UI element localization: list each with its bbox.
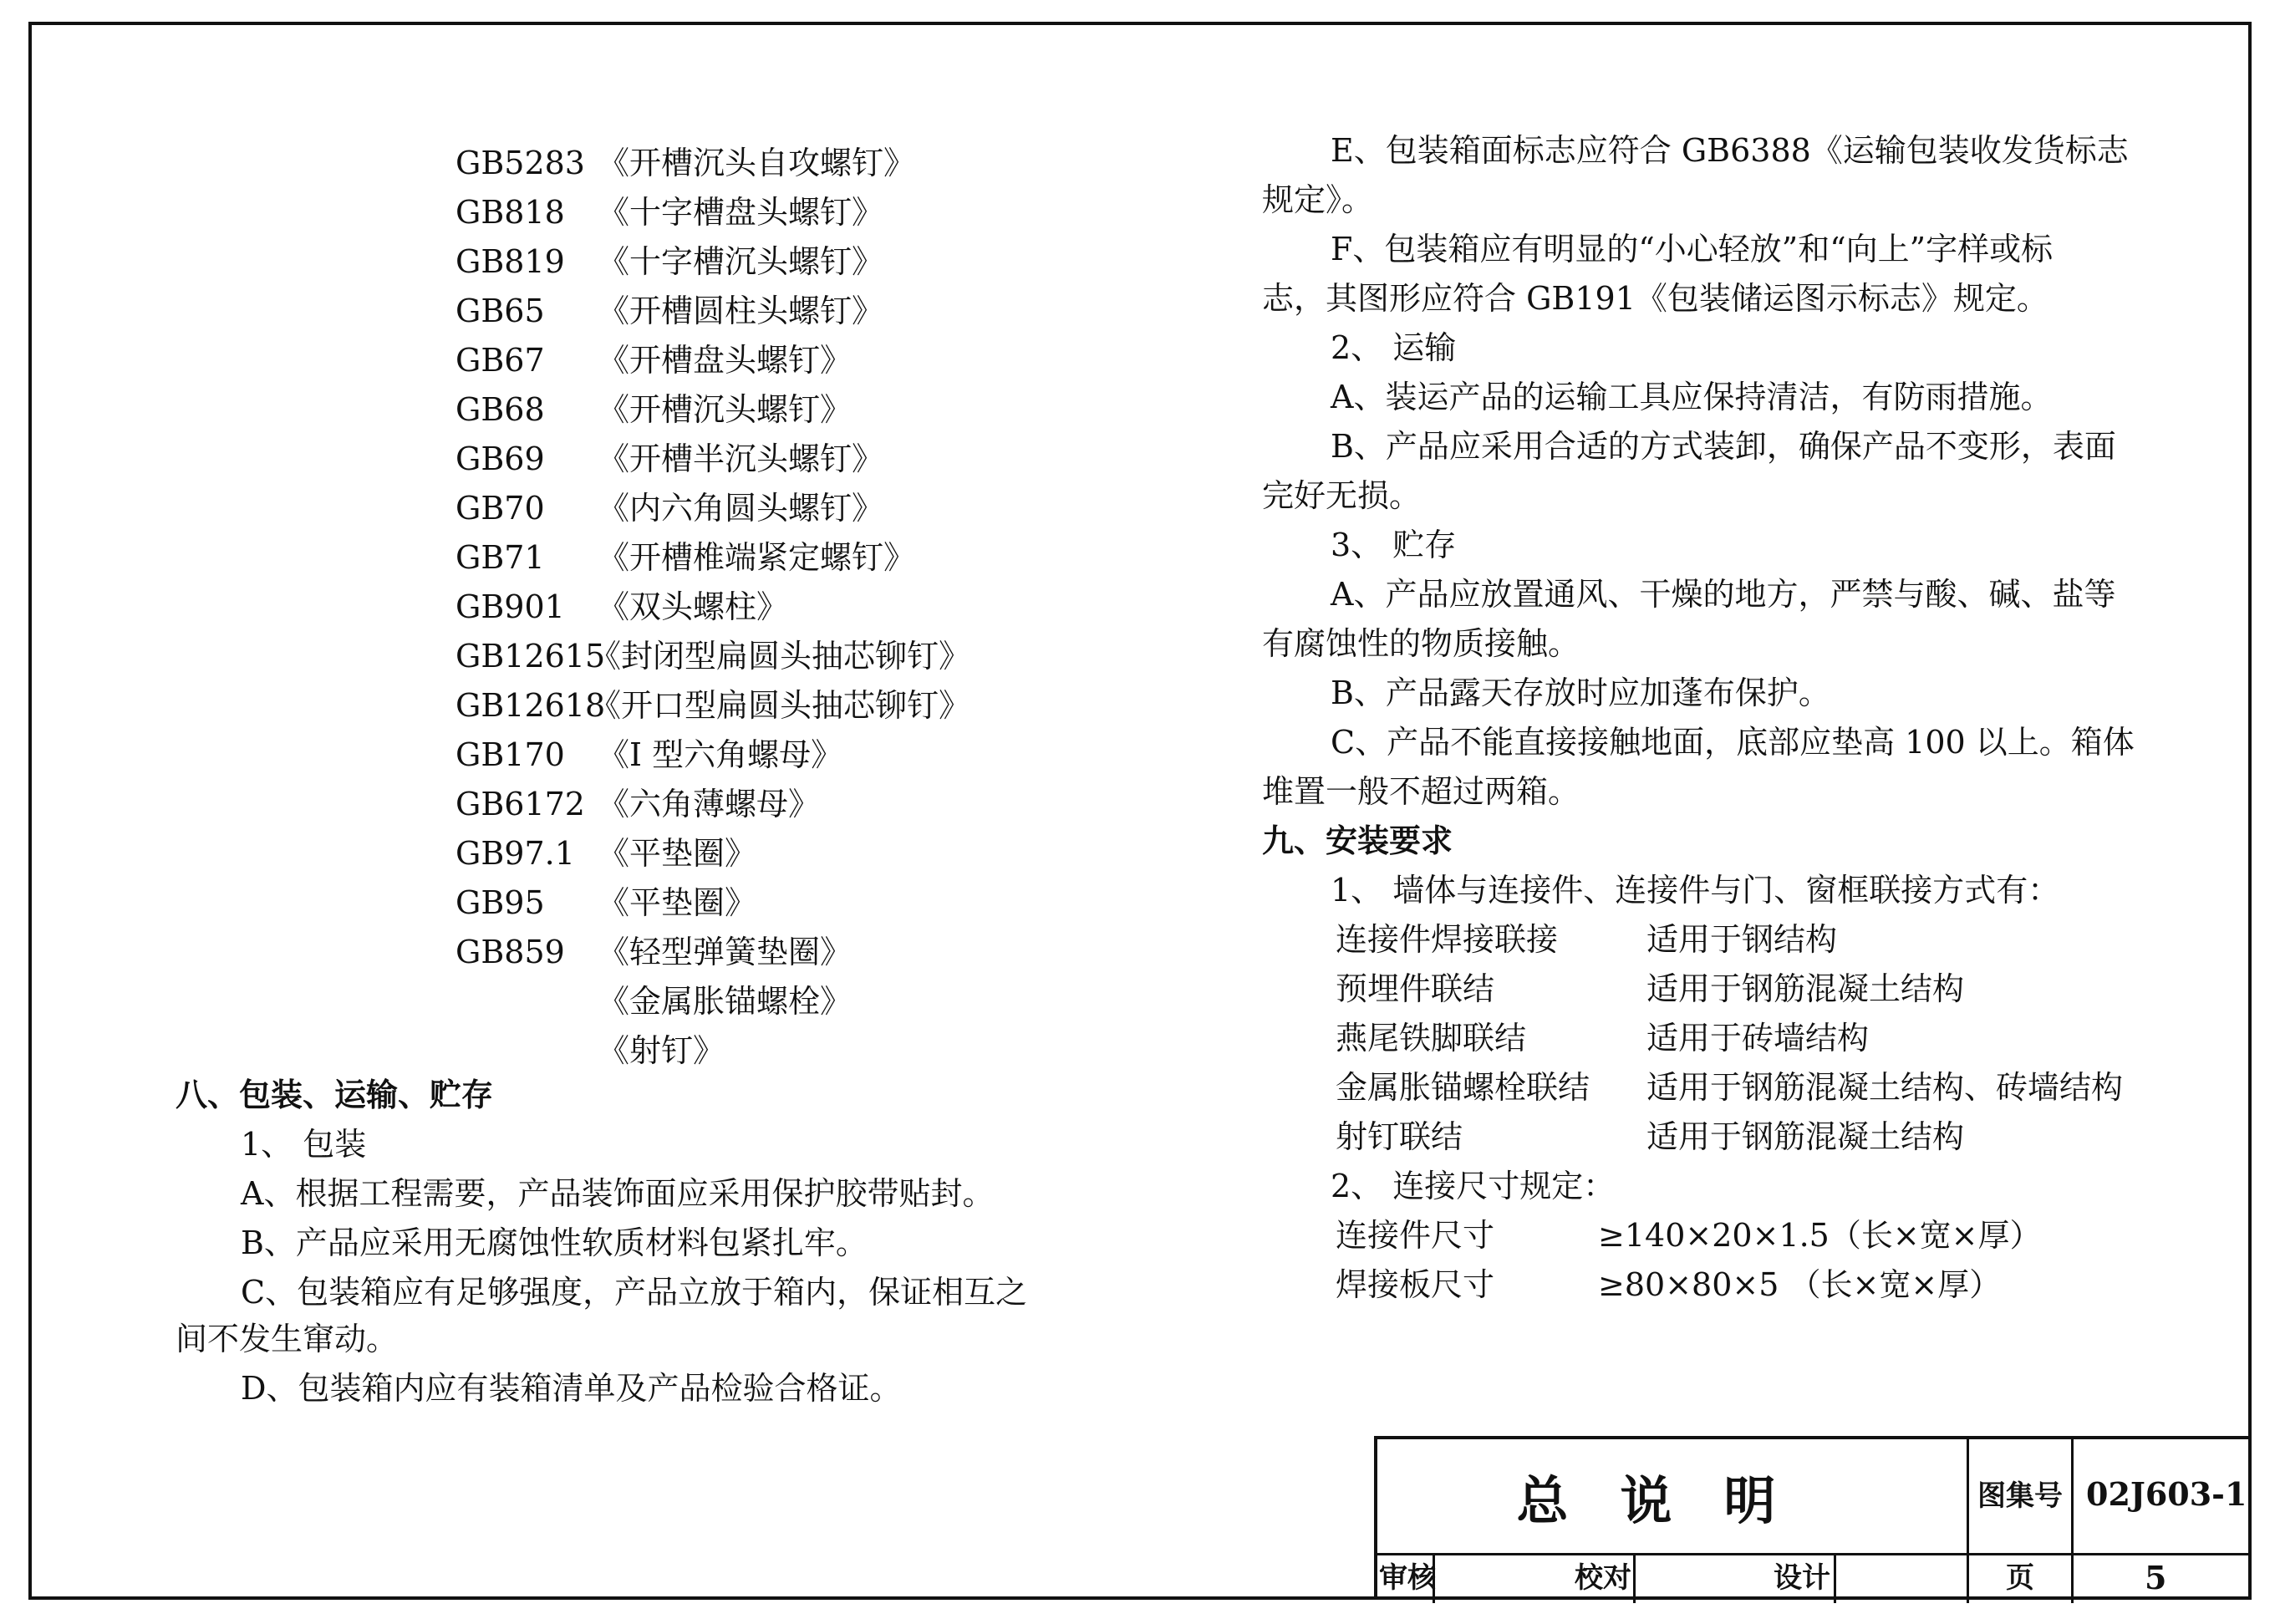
page-number: 5 (2145, 1559, 2167, 1596)
drawing-title: 总说明 (1516, 1469, 1828, 1531)
standard-row (455, 189, 883, 236)
standard-title: 《开槽沉头自攻螺钉》 (598, 145, 916, 181)
standard-row (455, 731, 842, 778)
packaging-item-b: B、产品应采用无腐蚀性软质材料包紧扎牢。 (241, 1224, 868, 1261)
standard-row (455, 435, 883, 482)
connection-use: 适用于钢筋混凝土结构、砖墙结构 (1646, 1069, 2124, 1106)
connection-method: 连接件焊接联接 (1336, 921, 1559, 958)
standard-title: 《开槽沉头螺钉》 (598, 391, 852, 428)
standard-code: GB859 (455, 934, 565, 970)
transport-item-b-line2: 完好无损。 (1262, 477, 1422, 514)
standard-title: 《开槽圆柱头螺钉》 (598, 293, 884, 329)
storage-heading: 3、 贮存 (1331, 527, 1457, 563)
transport-heading: 2、 运输 (1331, 329, 1457, 366)
standard-code: GB65 (455, 293, 545, 329)
standard-title: 《六角薄螺母》 (598, 786, 821, 822)
packaging-item-e-line1: E、包装箱面标志应符合 GB6388《运输包装收发货标志 (1331, 132, 2129, 169)
standard-title: 《平垫圈》 (598, 884, 757, 921)
standard-code: GB901 (455, 588, 565, 625)
standard-row (455, 682, 970, 729)
standard-code: GB6172 (455, 786, 585, 822)
connection-method: 金属胀锚螺栓联结 (1336, 1069, 1590, 1106)
standard-title: 《金属胀锚螺栓》 (598, 983, 852, 1020)
transport-item-a: A、装运产品的运输工具应保持清洁，有防雨措施。 (1331, 379, 2053, 415)
packaging-item-d: D、包装箱内应有装箱清单及产品检验合格证。 (241, 1370, 902, 1407)
dimension-item: 焊接板尺寸 (1336, 1266, 1495, 1303)
storage-item-c-line2: 堆置一般不超过两箱。 (1262, 773, 1580, 810)
page-label: 页 (2006, 1561, 2034, 1595)
design-label: 设计 (1774, 1561, 1830, 1595)
packaging-heading: 1、 包装 (241, 1126, 367, 1163)
standard-code: GB818 (455, 194, 565, 231)
standard-code: GB70 (455, 490, 545, 527)
install-item-2: 2、 连接尺寸规定： (1331, 1168, 1616, 1204)
title-block-divider (1834, 1553, 1836, 1603)
standard-row (455, 879, 756, 926)
standard-row (455, 781, 820, 827)
storage-item-a-line2: 有腐蚀性的物质接触。 (1262, 625, 1580, 662)
standard-row (455, 485, 883, 532)
title-block-divider (1377, 1553, 2252, 1555)
title-block-divider (1633, 1553, 1636, 1603)
standard-code: GB819 (455, 243, 565, 280)
packaging-item-e-line2: 规定》。 (1262, 181, 1374, 218)
dimension-item: 连接件尺寸 (1336, 1217, 1495, 1254)
standard-code: GB12618 (455, 687, 606, 724)
connection-method: 射钉联结 (1336, 1118, 1463, 1155)
standard-title: 《轻型弹簧垫圈》 (598, 934, 852, 970)
title-block-divider (1967, 1439, 1969, 1603)
connection-method: 预埋件联结 (1336, 970, 1495, 1007)
standard-title: 《开槽盘头螺钉》 (598, 342, 852, 379)
storage-item-c-line1: C、产品不能直接接触地面，底部应垫高 100 以上。箱体 (1331, 724, 2135, 761)
packaging-item-a: A、根据工程需要，产品装饰面应采用保护胶带贴封。 (241, 1175, 995, 1212)
standard-title: 《射钉》 (598, 1032, 725, 1069)
standard-row (455, 1027, 725, 1074)
connection-use: 适用于砖墙结构 (1646, 1020, 1870, 1056)
packaging-item-f-line1: F、包装箱应有明显的“小心轻放”和“向上”字样或标 (1331, 231, 2054, 267)
section-9-heading: 九、安装要求 (1262, 822, 1453, 859)
standard-row (455, 140, 915, 186)
connection-use: 适用于钢筋混凝土结构 (1646, 970, 1965, 1007)
standard-title: 《开槽椎端紧定螺钉》 (598, 539, 916, 576)
storage-item-b: B、产品露天存放时应加蓬布保护。 (1331, 675, 1830, 711)
standard-row (455, 978, 852, 1025)
standard-row (455, 288, 883, 334)
standard-row (455, 534, 915, 581)
standard-title: 《开口型扁圆头抽芯铆钉》 (589, 687, 971, 724)
connection-use: 适用于钢结构 (1646, 921, 1838, 958)
standard-code: GB67 (455, 342, 545, 379)
standard-title: 《内六角圆头螺钉》 (598, 490, 884, 527)
standard-code: GB68 (455, 391, 545, 428)
standard-title: 《I 型六角螺母》 (598, 736, 843, 773)
standard-title: 《十字槽沉头螺钉》 (598, 243, 884, 280)
transport-item-b-line1: B、产品应采用合适的方式装卸，确保产品不变形，表面 (1331, 428, 2116, 465)
storage-item-a-line1: A、产品应放置通风、干燥的地方，严禁与酸、碱、盐等 (1331, 576, 2116, 613)
standard-title: 《双头螺柱》 (598, 588, 789, 625)
standard-code: GB69 (455, 440, 545, 477)
packaging-item-c-line1: C、包装箱应有足够强度，产品立放于箱内，保证相互之 (241, 1274, 1028, 1311)
standard-code: GB95 (455, 884, 545, 921)
title-block-divider (2071, 1439, 2074, 1603)
section-8-heading: 八、包装、运输、贮存 (176, 1076, 494, 1113)
standard-code: GB71 (455, 539, 545, 576)
install-item-1: 1、 墙体与连接件、连接件与门、窗框联接方式有： (1331, 872, 2060, 909)
packaging-item-c-line2: 间不发生窜动。 (176, 1321, 399, 1357)
connection-use: 适用于钢筋混凝土结构 (1646, 1118, 1965, 1155)
standard-row (455, 386, 852, 433)
review-label: 审核 (1379, 1561, 1436, 1595)
standard-title: 《开槽半沉头螺钉》 (598, 440, 884, 477)
connection-method: 燕尾铁脚联结 (1336, 1020, 1527, 1056)
standard-row (455, 633, 970, 680)
check-label: 校对 (1575, 1561, 1631, 1595)
standard-code: GB12615 (455, 638, 606, 675)
standard-row (455, 337, 852, 384)
standard-code: GB170 (455, 736, 565, 773)
title-block (1374, 1436, 2252, 1600)
packaging-item-f-line2: 志，其图形应符合 GB191《包装储运图示标志》规定。 (1262, 280, 2048, 317)
dimension-spec: ≥140×20×1.5（长×宽×厚） (1598, 1217, 2042, 1254)
atlas-number: 02J603-1 (2086, 1475, 2247, 1513)
standard-row (455, 929, 852, 975)
standard-row (455, 830, 756, 877)
standard-code: GB5283 (455, 145, 585, 181)
standard-title: 《封闭型扁圆头抽芯铆钉》 (589, 638, 971, 675)
atlas-number-label: 图集号 (1977, 1479, 2063, 1513)
dimension-spec: ≥80×80×5 （长×宽×厚） (1598, 1266, 2002, 1303)
standard-title: 《平垫圈》 (598, 835, 757, 872)
standard-row (455, 238, 883, 285)
standard-code: GB97.1 (455, 835, 575, 872)
standard-title: 《十字槽盘头螺钉》 (598, 194, 884, 231)
standard-row (455, 583, 788, 630)
